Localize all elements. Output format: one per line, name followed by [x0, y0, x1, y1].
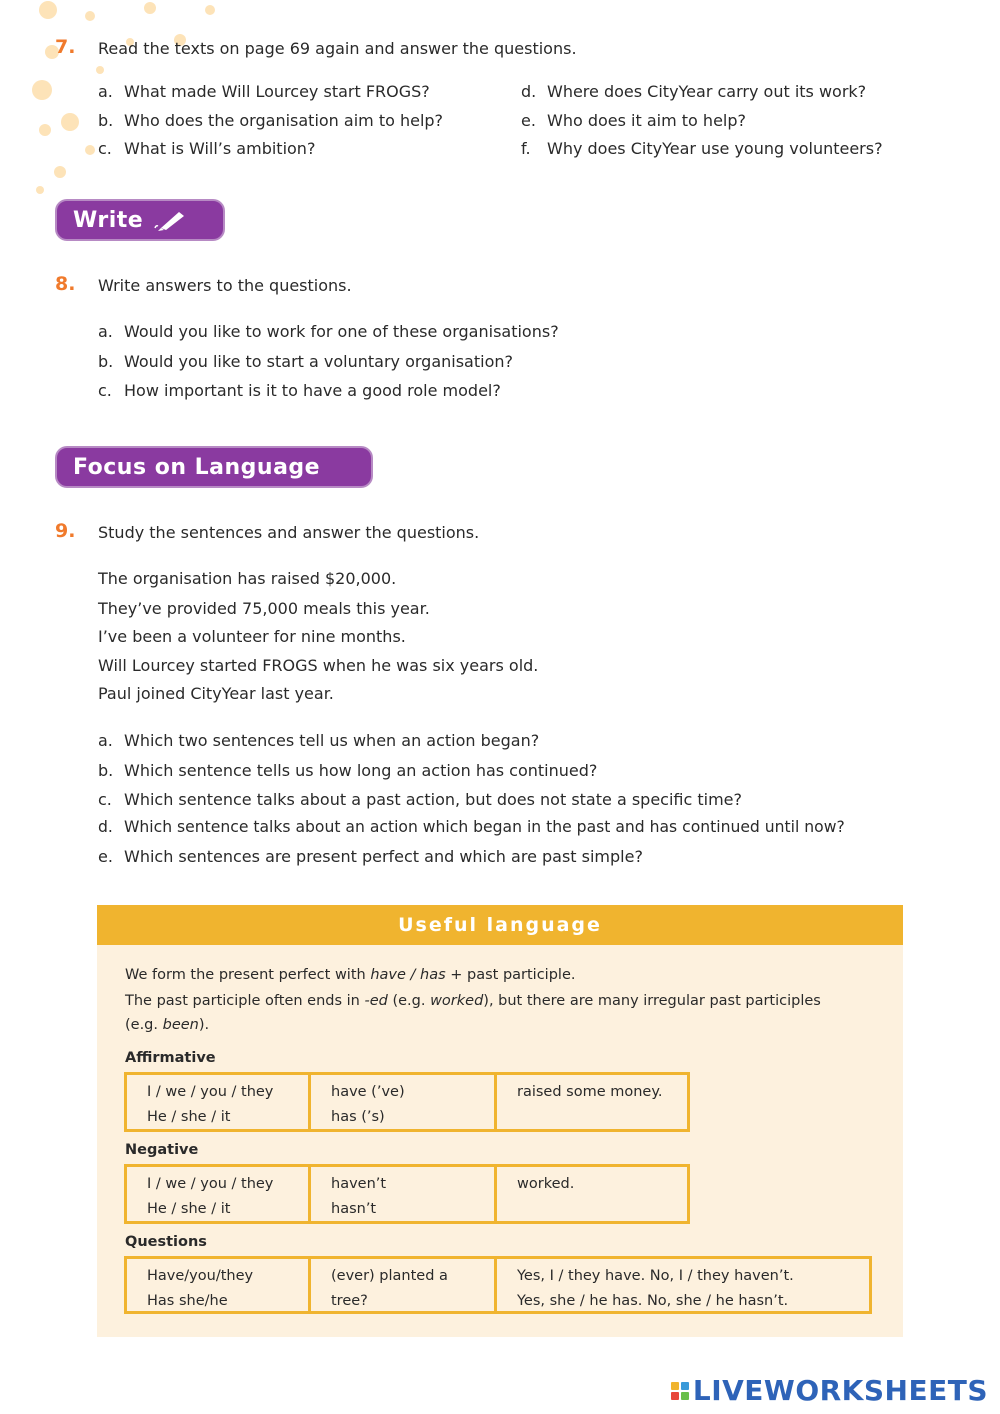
list-item: a. What made Will Lourcey start FROGS?: [98, 82, 430, 101]
table-cell: worked.: [517, 1176, 575, 1192]
example-sentence: The organisation has raised $20,000.: [98, 569, 397, 588]
question-8-number: 8.: [55, 273, 76, 295]
negative-label: Negative: [125, 1142, 199, 1158]
table-cell: haven’t hasn’t: [311, 1167, 497, 1221]
grammar-rule-line-3: (e.g. been).: [125, 1017, 210, 1033]
liveworksheets-mark-icon: [671, 1382, 689, 1400]
list-item: f. Why does CityYear use young volunteers?: [521, 139, 883, 158]
write-section-banner: [55, 199, 225, 241]
question-9-instruction: Study the sentences and answer the questions.: [98, 523, 480, 542]
useful-language-title: Useful language: [97, 905, 903, 945]
question-7-number: 7.: [55, 36, 76, 58]
grammar-rule-line-1: We form the present perfect with have / has + past participle.: [125, 967, 576, 983]
table-cell: have (’ve) has (’s): [311, 1075, 497, 1129]
liveworksheets-logo: [671, 1374, 988, 1407]
focus-on-language-banner: [55, 446, 373, 488]
pencil-icon: [153, 208, 189, 232]
example-sentence: I’ve been a volunteer for nine months.: [98, 627, 406, 646]
grammar-rule-line-2: The past participle often ends in -ed (e.g. worked), but there are many irregular past participles: [125, 993, 821, 1009]
table-cell: I / we / you / they He / she / it: [127, 1167, 311, 1221]
list-item: b. Which sentence tells us how long an action has continued?: [98, 761, 598, 780]
list-item: c. How important is it to have a good role model?: [98, 381, 501, 400]
table-cell: Have/you/they Has she/he: [127, 1259, 311, 1311]
affirmative-table: [124, 1072, 690, 1132]
write-banner-label: Write: [73, 207, 144, 233]
table-cell: (ever) planted a tree?: [311, 1259, 497, 1311]
useful-language-box: [97, 905, 903, 1337]
affirmative-label: Affirmative: [125, 1050, 216, 1066]
example-sentence: They’ve provided 75,000 meals this year.: [98, 599, 430, 618]
list-item: e. Which sentences are present perfect and which are past simple?: [98, 847, 643, 866]
question-9-number: 9.: [55, 520, 76, 542]
questions-label: Questions: [125, 1234, 207, 1250]
list-item: a. Which two sentences tell us when an action began?: [98, 731, 540, 750]
list-item: c. What is Will’s ambition?: [98, 139, 316, 158]
list-item: d. Where does CityYear carry out its work?: [521, 82, 867, 101]
question-8-instruction: Write answers to the questions.: [98, 276, 352, 295]
liveworksheets-brand: LIVEWORKSHEETS: [692, 1374, 988, 1407]
table-cell: I / we / you / they He / she / it: [127, 1075, 311, 1129]
example-sentence: Will Lourcey started FROGS when he was six years old.: [98, 656, 539, 675]
list-item: b. Who does the organisation aim to help?: [98, 111, 444, 130]
focus-banner-label: Focus on Language: [73, 454, 321, 480]
list-item: e. Who does it aim to help?: [521, 111, 746, 130]
questions-table: [124, 1256, 872, 1314]
negative-table: [124, 1164, 690, 1224]
list-item: c. Which sentence talks about a past action, but does not state a specific time?: [98, 790, 743, 809]
list-item: b. Would you like to start a voluntary organisation?: [98, 352, 513, 371]
table-cell: raised some money.: [517, 1084, 663, 1100]
example-sentence: Paul joined CityYear last year.: [98, 684, 334, 703]
table-cell: Yes, I / they have. No, I / they haven’t. Yes, she / he has. No, she / he hasn’t.: [517, 1268, 794, 1309]
question-7-instruction: Read the texts on page 69 again and answer the questions.: [98, 39, 577, 58]
list-item: d. Which sentence talks about an action which began in the past and has continued until now?: [98, 818, 845, 836]
list-item: a. Would you like to work for one of these organisations?: [98, 322, 559, 341]
